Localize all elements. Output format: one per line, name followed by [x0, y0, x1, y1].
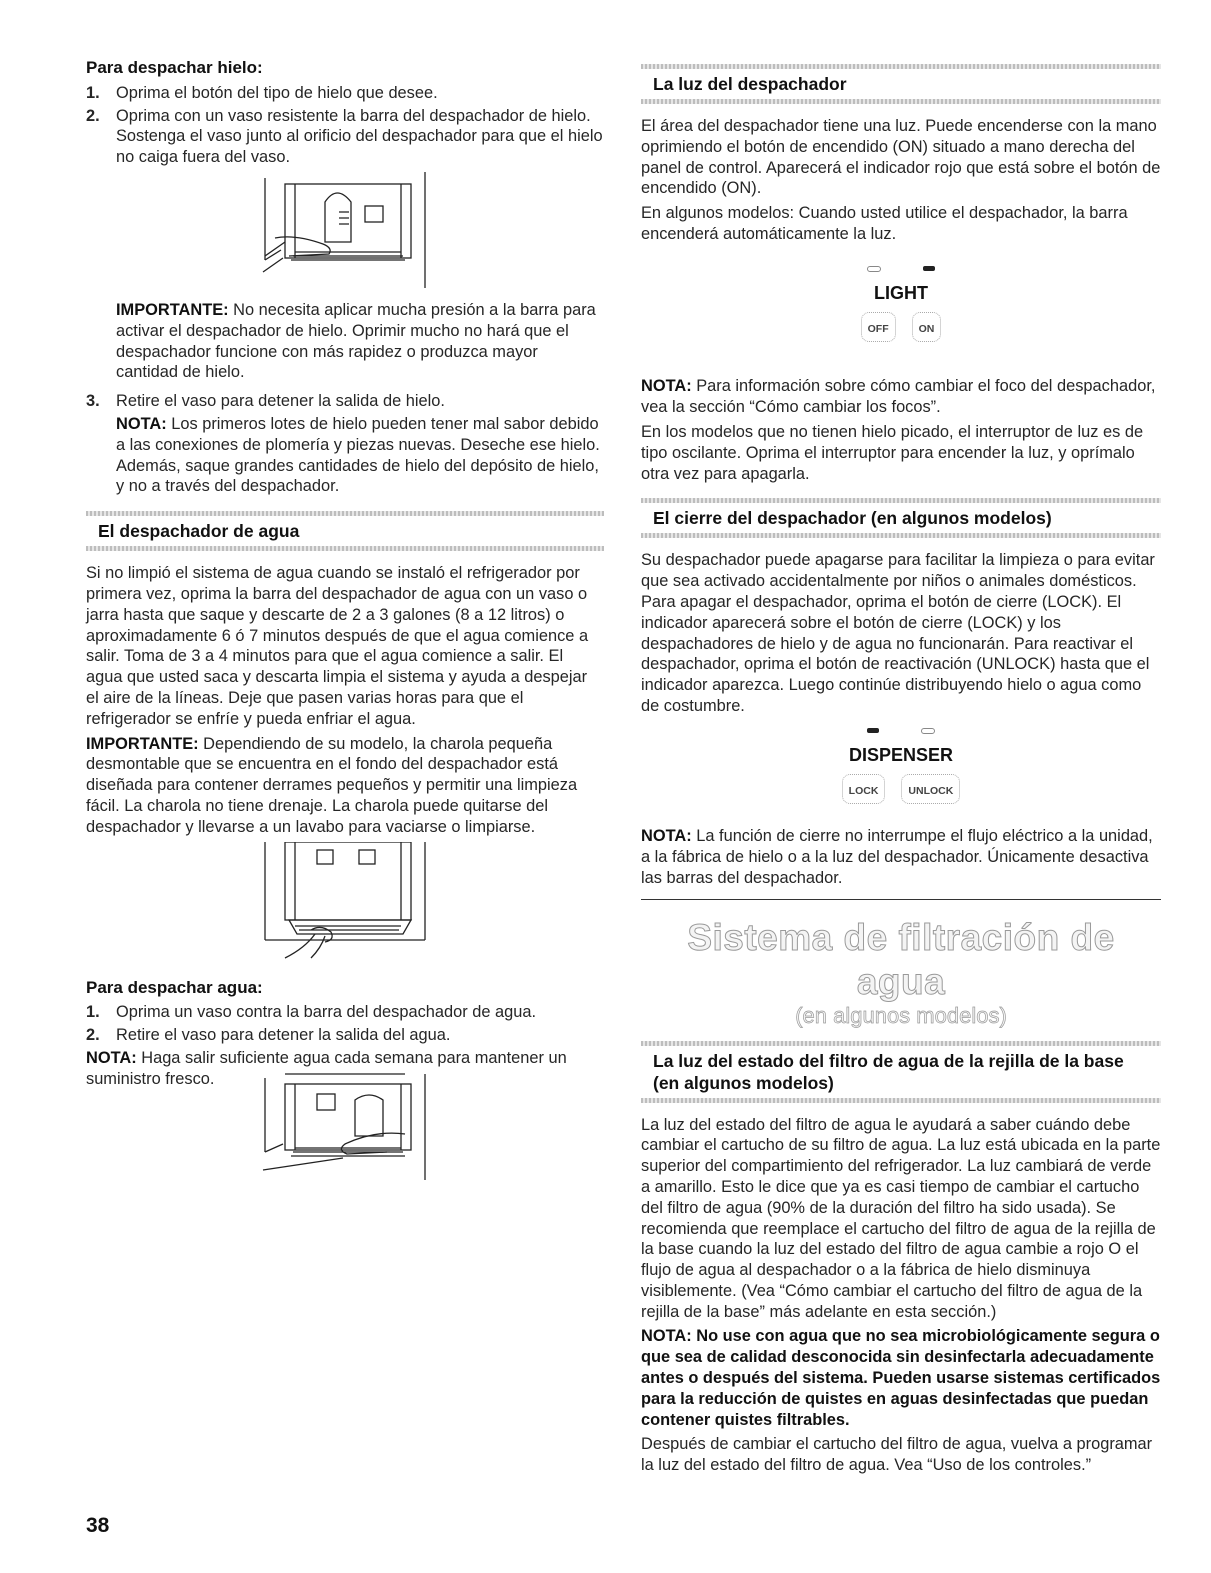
panel-label: DISPENSER	[848, 744, 954, 765]
filter-system-title: Sistema de filtración de agua	[687, 916, 1115, 1002]
step-text: Oprima un vaso contra la barra del despachador de agua.	[116, 1003, 537, 1022]
light-on-button[interactable]: ON	[912, 312, 942, 343]
note-5: NOTA: No use con agua que no sea microbiológicamente segura o que sea de calidad desconocida sin desinfectarla adecuadamente antes o después del sistema. Pueden usarse sistemas certificados para la reducción de quistes en aguas desinfectadas que puedan contener quistes filtrables.	[641, 1327, 1161, 1429]
section-header-filter-light	[641, 1041, 1161, 1103]
ice-dispenser-illustration	[255, 172, 435, 288]
step-number: 1.	[86, 83, 100, 102]
section-title: El cierre del despachador (en algunos modelos)	[653, 508, 1052, 529]
water-dispenser-illustration	[255, 1070, 435, 1182]
lock-paragraph-1: Su despachador puede apagarse para facilitar la limpieza o para evitar que sea activado accidentalmente por niños o animales domésticos. Para apagar el despachador, oprima el botón de cierre (LOCK). El indicador aparecerá sobre el botón de cierre (LOCK) y los despachadores de hielo y de agua no funcionarán. Para reactivar el despachador, oprima el botón de reactivación (UNLOCK) hasta que el indicador aparezca. Luego continúe distribuyendo hielo o agua como de costumbre.	[641, 551, 1155, 715]
filter-system-subtitle: (en algunos modelos)	[795, 1002, 1007, 1028]
unlock-button[interactable]: UNLOCK	[901, 774, 960, 805]
note-text: Para información sobre cómo cambiar el foco del despachador, vea la sección “Cómo cambiar los focos”.	[641, 377, 1156, 417]
divider	[641, 899, 1161, 900]
dispenser-control-panel	[641, 725, 1161, 805]
note-4	[641, 826, 1161, 888]
note-3	[641, 376, 1161, 418]
section-title: La luz del estado del filtro de agua de la rejilla de la base (en algunos modelos)	[653, 1050, 1124, 1093]
note-label: NOTA:	[641, 377, 692, 396]
right-column	[641, 58, 1161, 1480]
panel-buttons	[641, 774, 1161, 805]
light-paragraph-2: En algunos modelos: Cuando usted utilice el despachador, la barra encenderá automáticamente la luz.	[641, 204, 1128, 243]
indicator-unlock-icon	[921, 728, 935, 734]
divider	[641, 533, 1161, 538]
light-paragraph-3: En los modelos que no tienen hielo picado, el interruptor de luz es de tipo oscilante. Oprima el interruptor para encender la luz, y oprímalo otra vez para apagarla.	[641, 422, 1144, 483]
indicator-off-icon	[867, 266, 881, 272]
indicator-row	[641, 263, 1161, 275]
lock-button[interactable]: LOCK	[842, 774, 886, 805]
indicator-on-icon	[923, 266, 935, 271]
ice-step-3	[86, 391, 604, 412]
divider	[641, 1098, 1161, 1103]
step-text: Retire el vaso para detener la salida del agua.	[116, 1026, 451, 1045]
filter-paragraph-2: Después de cambiar el cartucho del filtro de agua, vuelva a programar la luz del estado del filtro de agua. Vea “Uso de los controles.”	[641, 1435, 1153, 1475]
section-title: La luz del despachador	[653, 74, 847, 94]
important-label: IMPORTANTE:	[116, 300, 229, 319]
step-text: Retire el vaso para detener la salida de hielo.	[116, 392, 445, 411]
important-text: Dependiendo de su modelo, la charola pequeña desmontable que se encuentra en el fondo del despachador está diseñada para contener derrames pequeños y permitir una limpieza fácil. La charola no tiene drenaje. La charola puede quitarse del despachador y llevarse a un lavabo para vaciarse o limpiarse.	[86, 734, 578, 836]
section-header-water-dispenser	[86, 511, 604, 551]
list-item	[86, 1025, 604, 1046]
note-label: NOTA:	[86, 1048, 137, 1067]
water-steps	[86, 1002, 604, 1046]
list-item	[86, 83, 604, 104]
section-header-light	[641, 64, 1161, 104]
note-label: NOTA:	[641, 827, 692, 846]
left-column	[86, 58, 604, 1194]
divider	[641, 99, 1161, 104]
step-number: 2.	[86, 106, 100, 125]
step-number: 3.	[86, 392, 100, 411]
step-text: Oprima con un vaso resistente la barra del despachador de hielo. Sostenga el vaso junto al orificio del despachador para que el hielo no caiga fuera del vaso.	[116, 106, 603, 167]
water-paragraph-1: Si no limpió el sistema de agua cuando se instaló el refrigerador por primera vez, oprima la barra del despachador de agua con un vaso o jarra hasta que saque y descarte de 2 a 3 galones (8 a 12 litros) o aproximadamente 6 ó 7 minutos después de que el agua comience a salir. Toma de 3 a 4 minutos para que el agua comience a salir. El agua que usted saca y descarta limpia el sistema y ayuda a despejar el aire de la líneas. Deje que pasen varias horas para que el refrigerador se enfríe y pueda enfriar el agua.	[86, 564, 589, 728]
list-item	[86, 106, 604, 168]
important-text: No necesita aplicar mucha presión a la barra para activar el despachador de hielo. Oprimir mucho no hará que el despachador funcione con más rapidez o produzca mayor cantidad de hielo.	[116, 300, 596, 382]
step-number: 1.	[86, 1003, 100, 1022]
panel-buttons	[641, 312, 1161, 343]
step-text: Oprima el botón del tipo de hielo que desee.	[116, 83, 438, 102]
important-label: IMPORTANTE:	[86, 734, 199, 753]
important-note-2	[86, 734, 604, 838]
filter-paragraph-1: La luz del estado del filtro de agua le ayudará a saber cuándo debe cambiar el cartucho de su filtro de agua. La luz está ubicada en la parte superior del compartimiento del refrigerador. La luz cambiará de verde a amarillo. Esto le dice que ya es casi tiempo de cambiar el cartucho del filtro de agua (90% de la duración del filtro ha sido usada). Se recomienda que reemplace el cartucho del filtro de agua de la rejilla de la base cuando la luz del estado del filtro de agua cambie a rojo O el flujo de agua al despachador o a la fábrica de hielo disminuya visiblemente. (Vea “Cómo cambiar el cartucho del filtro de agua de la rejilla de la base” más adelante en esta sección.)	[641, 1115, 1161, 1321]
section-header-lock	[641, 498, 1161, 538]
step-number: 2.	[86, 1026, 100, 1045]
section-title: El despachador de agua	[98, 521, 300, 542]
important-note-1	[86, 300, 604, 383]
drip-tray-illustration	[255, 842, 435, 966]
water-heading: Para despachar agua:	[86, 977, 263, 997]
note-text: Los primeros lotes de hielo pueden tener mal sabor debido a las conexiones de plomería y piezas nuevas. Deseche ese hielo. Además, saque grandes cantidades de hielo del depósito de hielo, y no a través del despachador.	[116, 414, 600, 496]
note-text: La función de cierre no interrumpe el flujo eléctrico a la unidad, a la fábrica de hielo o a la luz del despachador. Únicamente desactiva las barras del despachador.	[641, 827, 1153, 887]
light-off-button[interactable]: OFF	[861, 312, 896, 343]
note-1	[86, 414, 604, 497]
ice-steps	[86, 83, 604, 168]
list-item	[86, 1002, 604, 1023]
note-label: NOTA:	[116, 414, 167, 433]
divider	[86, 546, 604, 551]
ice-heading: Para despachar hielo:	[86, 58, 263, 77]
indicator-row	[641, 725, 1161, 737]
list-item	[86, 391, 604, 412]
panel-label: LIGHT	[874, 282, 928, 303]
light-control-panel	[641, 263, 1161, 343]
light-paragraph-1: El área del despachador tiene una luz. Puede encenderse con la mano oprimiendo el botón de encendido (ON) situado a mano derecha del panel de control. Aparecerá el indicador rojo que está sobre el botón de encendido (ON).	[641, 117, 1161, 198]
indicator-lock-icon	[867, 728, 879, 733]
note-text: Haga salir suficiente agua cada semana para mantener un suministro fresco.	[86, 1048, 567, 1088]
page-number: 38	[86, 1514, 110, 1537]
